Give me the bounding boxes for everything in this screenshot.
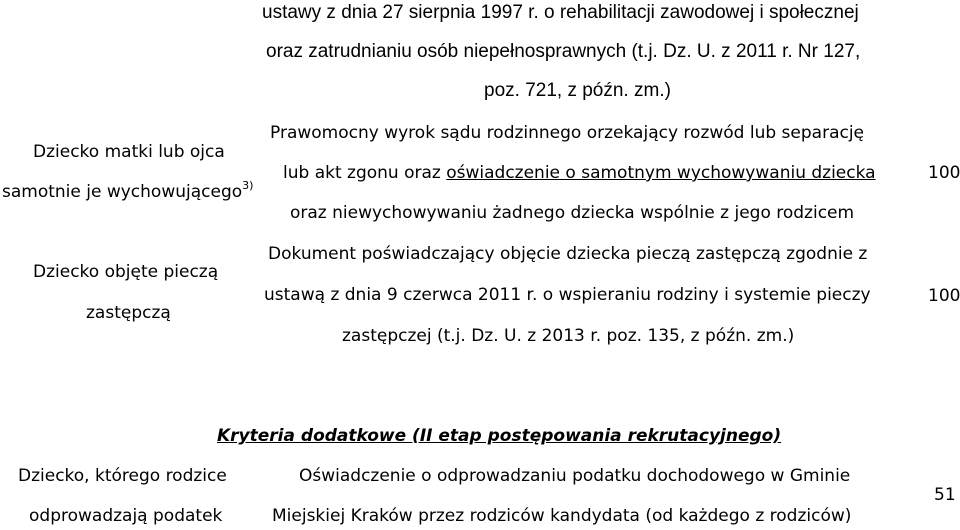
points-single-parent: 100	[928, 163, 960, 183]
criterion-foster-line-1: Dziecko objęte pieczą	[33, 262, 219, 282]
criterion-foster-line-2: zastępczą	[86, 303, 171, 323]
document-foster-line-1: Dokument poświadczający objęcie dziecka pieczą zastępczą zgodnie z	[268, 244, 868, 264]
document-single-parent-line-3: oraz niewychowywaniu żadnego dziecka wspólnie z jego rodzicem	[290, 203, 855, 223]
law-reference-line-1: ustawy z dnia 27 sierpnia 1997 r. o rehabilitacji zawodowej i społecznej	[262, 2, 859, 23]
criterion-single-parent-text: samotnie je wychowującego	[2, 182, 243, 202]
document-foster-line-3: zastępczej (t.j. Dz. U. z 2013 r. poz. 135, z późn. zm.)	[342, 326, 795, 346]
document-single-parent-line-2	[283, 165, 876, 182]
additional-criteria-heading: Kryteria dodatkowe (II etap postępowania rekrutacyjnego)	[217, 426, 782, 446]
points-tax: 51	[934, 485, 956, 505]
criterion-tax-line-1: Dziecko, którego rodzice	[18, 466, 227, 486]
document-single-parent-prefix: lub akt zgonu oraz	[283, 163, 447, 183]
criterion-tax-line-2: odprowadzają podatek	[29, 506, 223, 526]
law-reference-line-3: poz. 721, z późn. zm.)	[484, 80, 671, 101]
criterion-single-parent-line-1: Dziecko matki lub ojca	[33, 142, 225, 162]
document-single-parent-line-1: Prawomocny wyrok sądu rodzinnego orzekający rozwód lub separację	[270, 123, 865, 143]
points-foster: 100	[928, 286, 960, 306]
single-parent-statement: oświadczenie o samotnym wychowywaniu dziecka	[446, 163, 876, 183]
criterion-single-parent-line-2	[2, 179, 254, 202]
document-tax-line-1: Oświadczenie o odprowadzaniu podatku dochodowego w Gminie	[299, 466, 851, 486]
document-tax-line-2: Miejskiej Kraków przez rodziców kandydata (od każdego z rodziców)	[272, 506, 852, 526]
footnote-marker: 3)	[242, 179, 254, 192]
law-reference-line-2: oraz zatrudnianiu osób niepełnosprawnych (t.j. Dz. U. z 2011 r. Nr 127,	[266, 41, 861, 62]
document-foster-line-2: ustawą z dnia 9 czerwca 2011 r. o wspieraniu rodziny i systemie pieczy	[264, 285, 871, 305]
